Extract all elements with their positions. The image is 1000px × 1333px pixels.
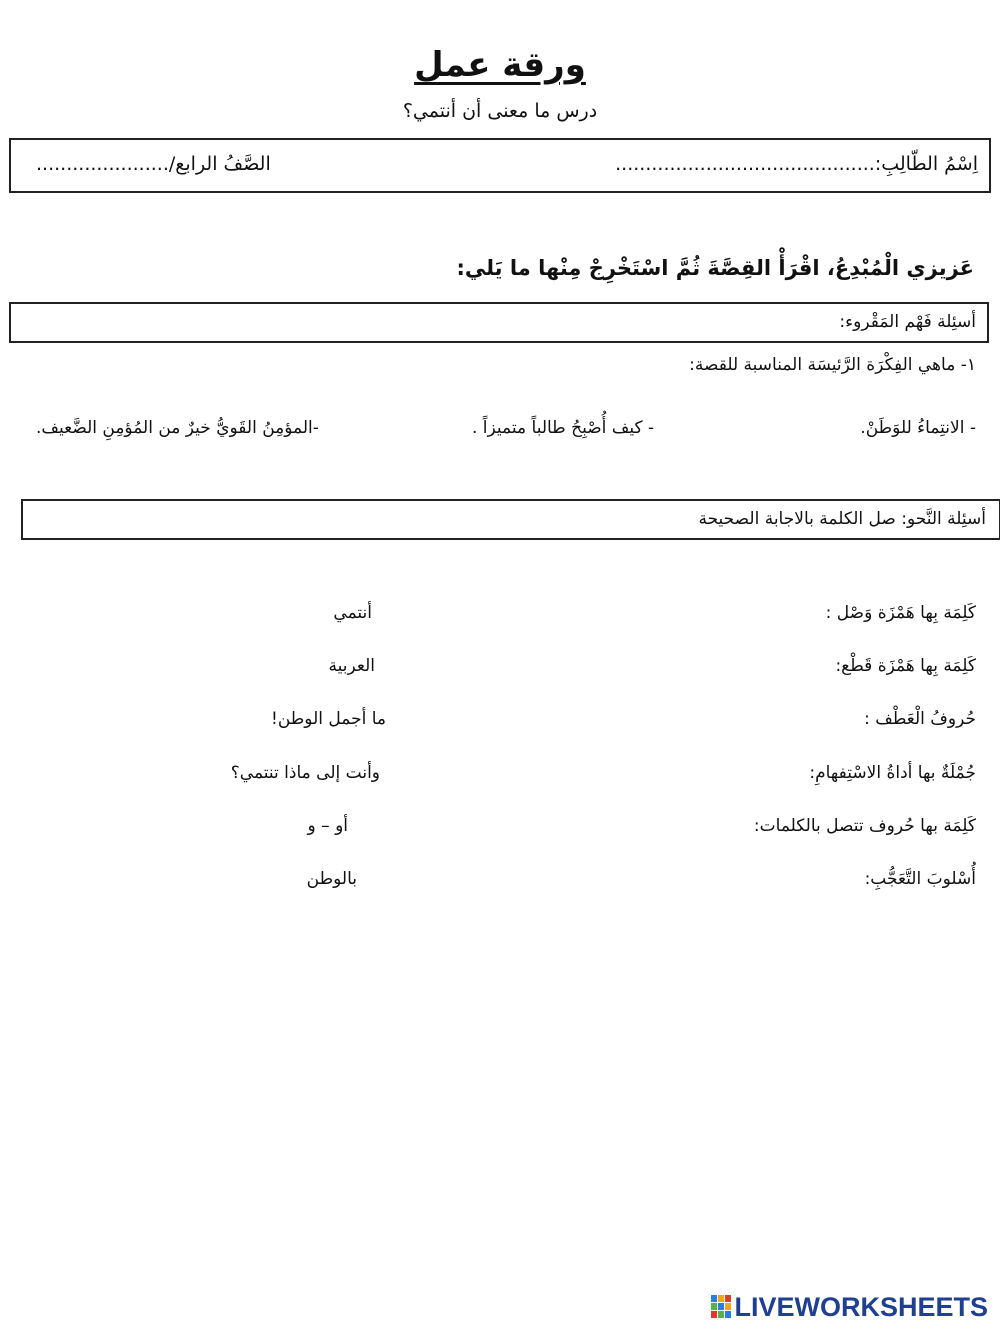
grade-field[interactable]: الصَّفُ الرابع/...................... [36, 153, 271, 175]
match-prompt[interactable]: كَلِمَة بها حُروف تتصل بالكلمات: [753, 816, 976, 836]
comprehension-section-title: أسئِلة فَهْم المَقْروء: [839, 312, 976, 332]
match-answer[interactable]: بالوطن [306, 869, 357, 889]
instruction-text: عَزيزي الْمُبْدِعُ، اقْرَأْ القِصَّةَ ثُمَّ اسْتَخْرِجْ مِنْها ما يَلي: [456, 256, 974, 280]
match-prompt[interactable]: أُسْلوبَ التَّعَجُّبِ: [864, 869, 976, 889]
match-answer[interactable]: أو – و [307, 816, 348, 836]
liveworksheets-logo-text: LIVEWORKSHEETS [734, 1292, 988, 1322]
match-answer[interactable]: أنتمي [333, 603, 372, 623]
student-name-field[interactable]: اِسْمُ الطّالِبِ:........................................... [615, 153, 978, 175]
grammar-section-title: أسئِلة النَّحو: صل الكلمة بالاجابة الصحيحة [698, 509, 986, 529]
match-answer[interactable]: العربية [328, 656, 375, 676]
match-answer[interactable]: ما أجمل الوطن! [271, 709, 386, 729]
answer-option[interactable]: - الانتِماءُ للوَطَنْ. [860, 418, 976, 438]
match-answer[interactable]: وأنت إلى ماذا تنتمي؟ [230, 763, 380, 783]
answer-option[interactable]: - كيف أُصْبِحُ طالباً متميزاً . [472, 418, 655, 438]
answer-option[interactable]: -المؤمِنُ القَويُّ خيرٌ من المُؤمِنِ الضَّعيف. [36, 418, 319, 438]
question-main-idea: ١- ماهي الفِكْرَة الرَّئيسَة المناسبة للقصة: [689, 355, 976, 375]
match-prompt[interactable]: جُمْلَةٌ بها أداةُ الاسْتِفهامِ: [809, 763, 976, 783]
liveworksheets-logo [710, 1292, 988, 1323]
liveworksheets-logo-icon [710, 1292, 732, 1320]
page-title: ورقة عمل [414, 45, 586, 85]
match-prompt[interactable]: كَلِمَة بِها هَمْزَة وَصْل : [825, 603, 976, 623]
lesson-subtitle: درس ما معنى أن أنتمي؟ [402, 100, 598, 122]
match-prompt[interactable]: كَلِمَة بِها هَمْزَة قَطْع: [835, 656, 976, 676]
match-prompt[interactable]: حُروفُ الْعَطْف : [864, 709, 976, 729]
